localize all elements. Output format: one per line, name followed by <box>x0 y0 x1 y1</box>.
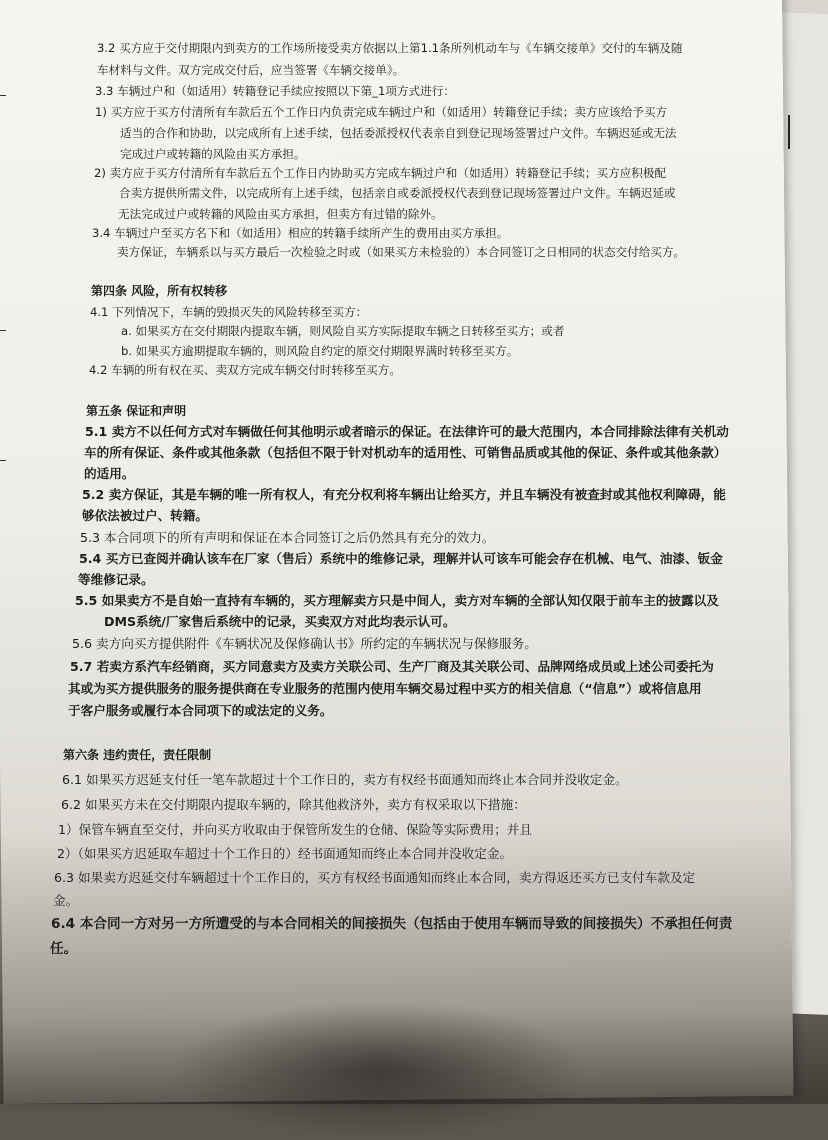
clause-5-3: 5.3 本合同项下的所有声明和保证在本合同签订之后仍然具有充分的效力。 <box>80 530 495 545</box>
option-1-line-2: 适当的合作和协助，以完成所有上述手续，包括委派授权代表亲自到登记现场签署过户文件。车辆迟延或无法 <box>120 126 677 140</box>
clause-3-4: 3.4 车辆过户至买方名下和（如适用）相应的转籍手续所产生的费用由买方承担。 <box>92 226 509 240</box>
clause-6-4-line-1: 6.4 本合同一方对另一方所遭受的与本合同相关的间接损失（包括由于使用车辆而导致的间接损失）不承担任何责 <box>51 916 733 932</box>
clause-6-3-line-1: 6.3 如果卖方迟延交付车辆超过十个工作日的，买方有权经书面通知而终止本合同，卖方得返还买方已支付车款及定 <box>54 870 696 885</box>
clause-6-3-line-2: 金。 <box>53 893 79 908</box>
clause-3-2-line-2: 车材料与文件。双方完成交付后，应当签署《车辆交接单》。 <box>97 63 405 77</box>
clause-5-2-line-1: 5.2 卖方保证，其是车辆的唯一所有权人，有充分权利将车辆出让给买方，并且车辆没有被查封或其他权利障碍，能 <box>82 487 726 502</box>
option-2-line-3: 无法完成过户或转籍的风险由买方承担，但卖方有过错的除外。 <box>118 207 443 221</box>
clause-4-1-b: b. 如果买方逾期提取车辆的，则风险自约定的原交付期限界满时转移至买方。 <box>121 344 519 358</box>
clause-6-2-option-1: 1）保管车辆直至交付，并向买方收取由于保管所发生的仓储、保险等实际费用；并且 <box>58 822 532 837</box>
clause-5-1-line-1: 5.1 卖方不以任何方式对车辆做任何其他明示或者暗示的保证。在法律许可的最大范围内，本合同排除法律有关机动 <box>85 424 729 439</box>
option-1-line-3: 完成过户或转籍的风险由买方承担。 <box>120 147 306 161</box>
clause-6-2: 6.2 如果买方未在交付期限内提取车辆的，除其他救济外，卖方有权采取以下措施： <box>61 797 526 812</box>
clause-5-4-line-1: 5.4 买方已查阅并确认该车在厂家（售后）系统中的维修记录，理解并认可该车可能会存在机械、电气、油漆、钣金 <box>79 551 723 566</box>
article-5-heading: 第五条 保证和声明 <box>86 404 187 418</box>
article-4-heading: 第四条 风险，所有权转移 <box>91 284 228 298</box>
clause-6-4-line-2: 任。 <box>50 941 78 957</box>
clause-6-2-option-2: 2）（如果买方迟延取车超过十个工作日的）经书面通知而终止本合同并没收定金。 <box>57 846 513 861</box>
clause-3-3: 3.3 车辆过户和（如适用）转籍登记手续应按照以下第_1项方式进行： <box>95 84 455 98</box>
clause-5-2-line-2: 够依法被过户、转籍。 <box>82 508 208 523</box>
clause-5-7-line-1: 5.7 若卖方系汽车经销商，买方同意卖方及卖方关联公司、生产厂商及其关联公司、品牌网络成员或上述公司委托为 <box>70 659 714 674</box>
clause-5-1-line-2: 车的所有保证、条件或其他条款（包括但不限于针对机动车的适用性、可销售品质或其他的保证、条件或其他条款） <box>84 445 727 460</box>
article-6-heading: 第六条 违约责任，责任限制 <box>63 748 212 762</box>
clause-4-1: 4.1 下列情况下，车辆的毁损灭失的风险转移至买方： <box>90 305 368 319</box>
clause-4-2: 4.2 车辆的所有权在买、卖双方完成车辆交付时转移至买方。 <box>89 363 401 377</box>
clause-4-1-a: a. 如果买方在交付期限内提取车辆，则风险自买方实际提取车辆之日转移至买方；或者 <box>121 324 565 338</box>
clause-5-4-line-2: 等维修记录。 <box>78 572 154 587</box>
clause-5-6: 5.6 卖方向买方提供附件《车辆状况及保修确认书》所约定的车辆状况与保修服务。 <box>72 636 537 651</box>
option-1-line-1: 1) 买方应于买方付清所有车款后五个工作日内负责完成车辆过户和（如适用）转籍登记手续；卖方应该给予买方 <box>95 105 668 119</box>
clause-5-7-line-2: 其或为买方提供服务的服务提供商在专业服务的范围内使用车辆交易过程中买方的相关信息（“信息”）或将信息用 <box>68 681 702 696</box>
clause-5-7-line-3: 于客户服务或履行本合同项下的或法定的义务。 <box>68 703 333 718</box>
clause-5-1-line-3: 的适用。 <box>84 466 135 481</box>
clause-3-4-guarantee: 卖方保证，车辆系以与买方最后一次检验之时或（如果买方未检验的）本合同签订之日相同的状态交付给买方。 <box>117 245 686 259</box>
option-2-line-2: 合卖方提供所需文件，以完成所有上述手续，包括亲自或委派授权代表到登记现场签署过户文件。车辆迟延或 <box>119 186 676 200</box>
clause-5-5-line-1: 5.5 如果卖方不是自始一直持有车辆的，买方理解卖方只是中间人，卖方对车辆的全部认知仅限于前车主的披露以及 <box>75 593 719 608</box>
clause-6-1: 6.1 如果买方迟延支付任一笔车款超过十个工作日的，卖方有权经书面通知而终止本合同并没收定金。 <box>62 772 628 787</box>
clause-3-2-line-1: 3.2 买方应于交付期限内到卖方的工作场所接受卖方依据以上第1.1条所列机动车与《车辆交接单》交付的车辆及随 <box>97 41 683 55</box>
clause-5-5-line-2: DMS系统/厂家售后系统中的记录，买卖双方对此均表示认可。 <box>104 614 456 629</box>
option-2-line-1: 2) 卖方应于买方付清所有车款后五个工作日内协助买方完成车辆过户和（如适用）转籍登记手续；买方应积极配 <box>94 166 667 180</box>
